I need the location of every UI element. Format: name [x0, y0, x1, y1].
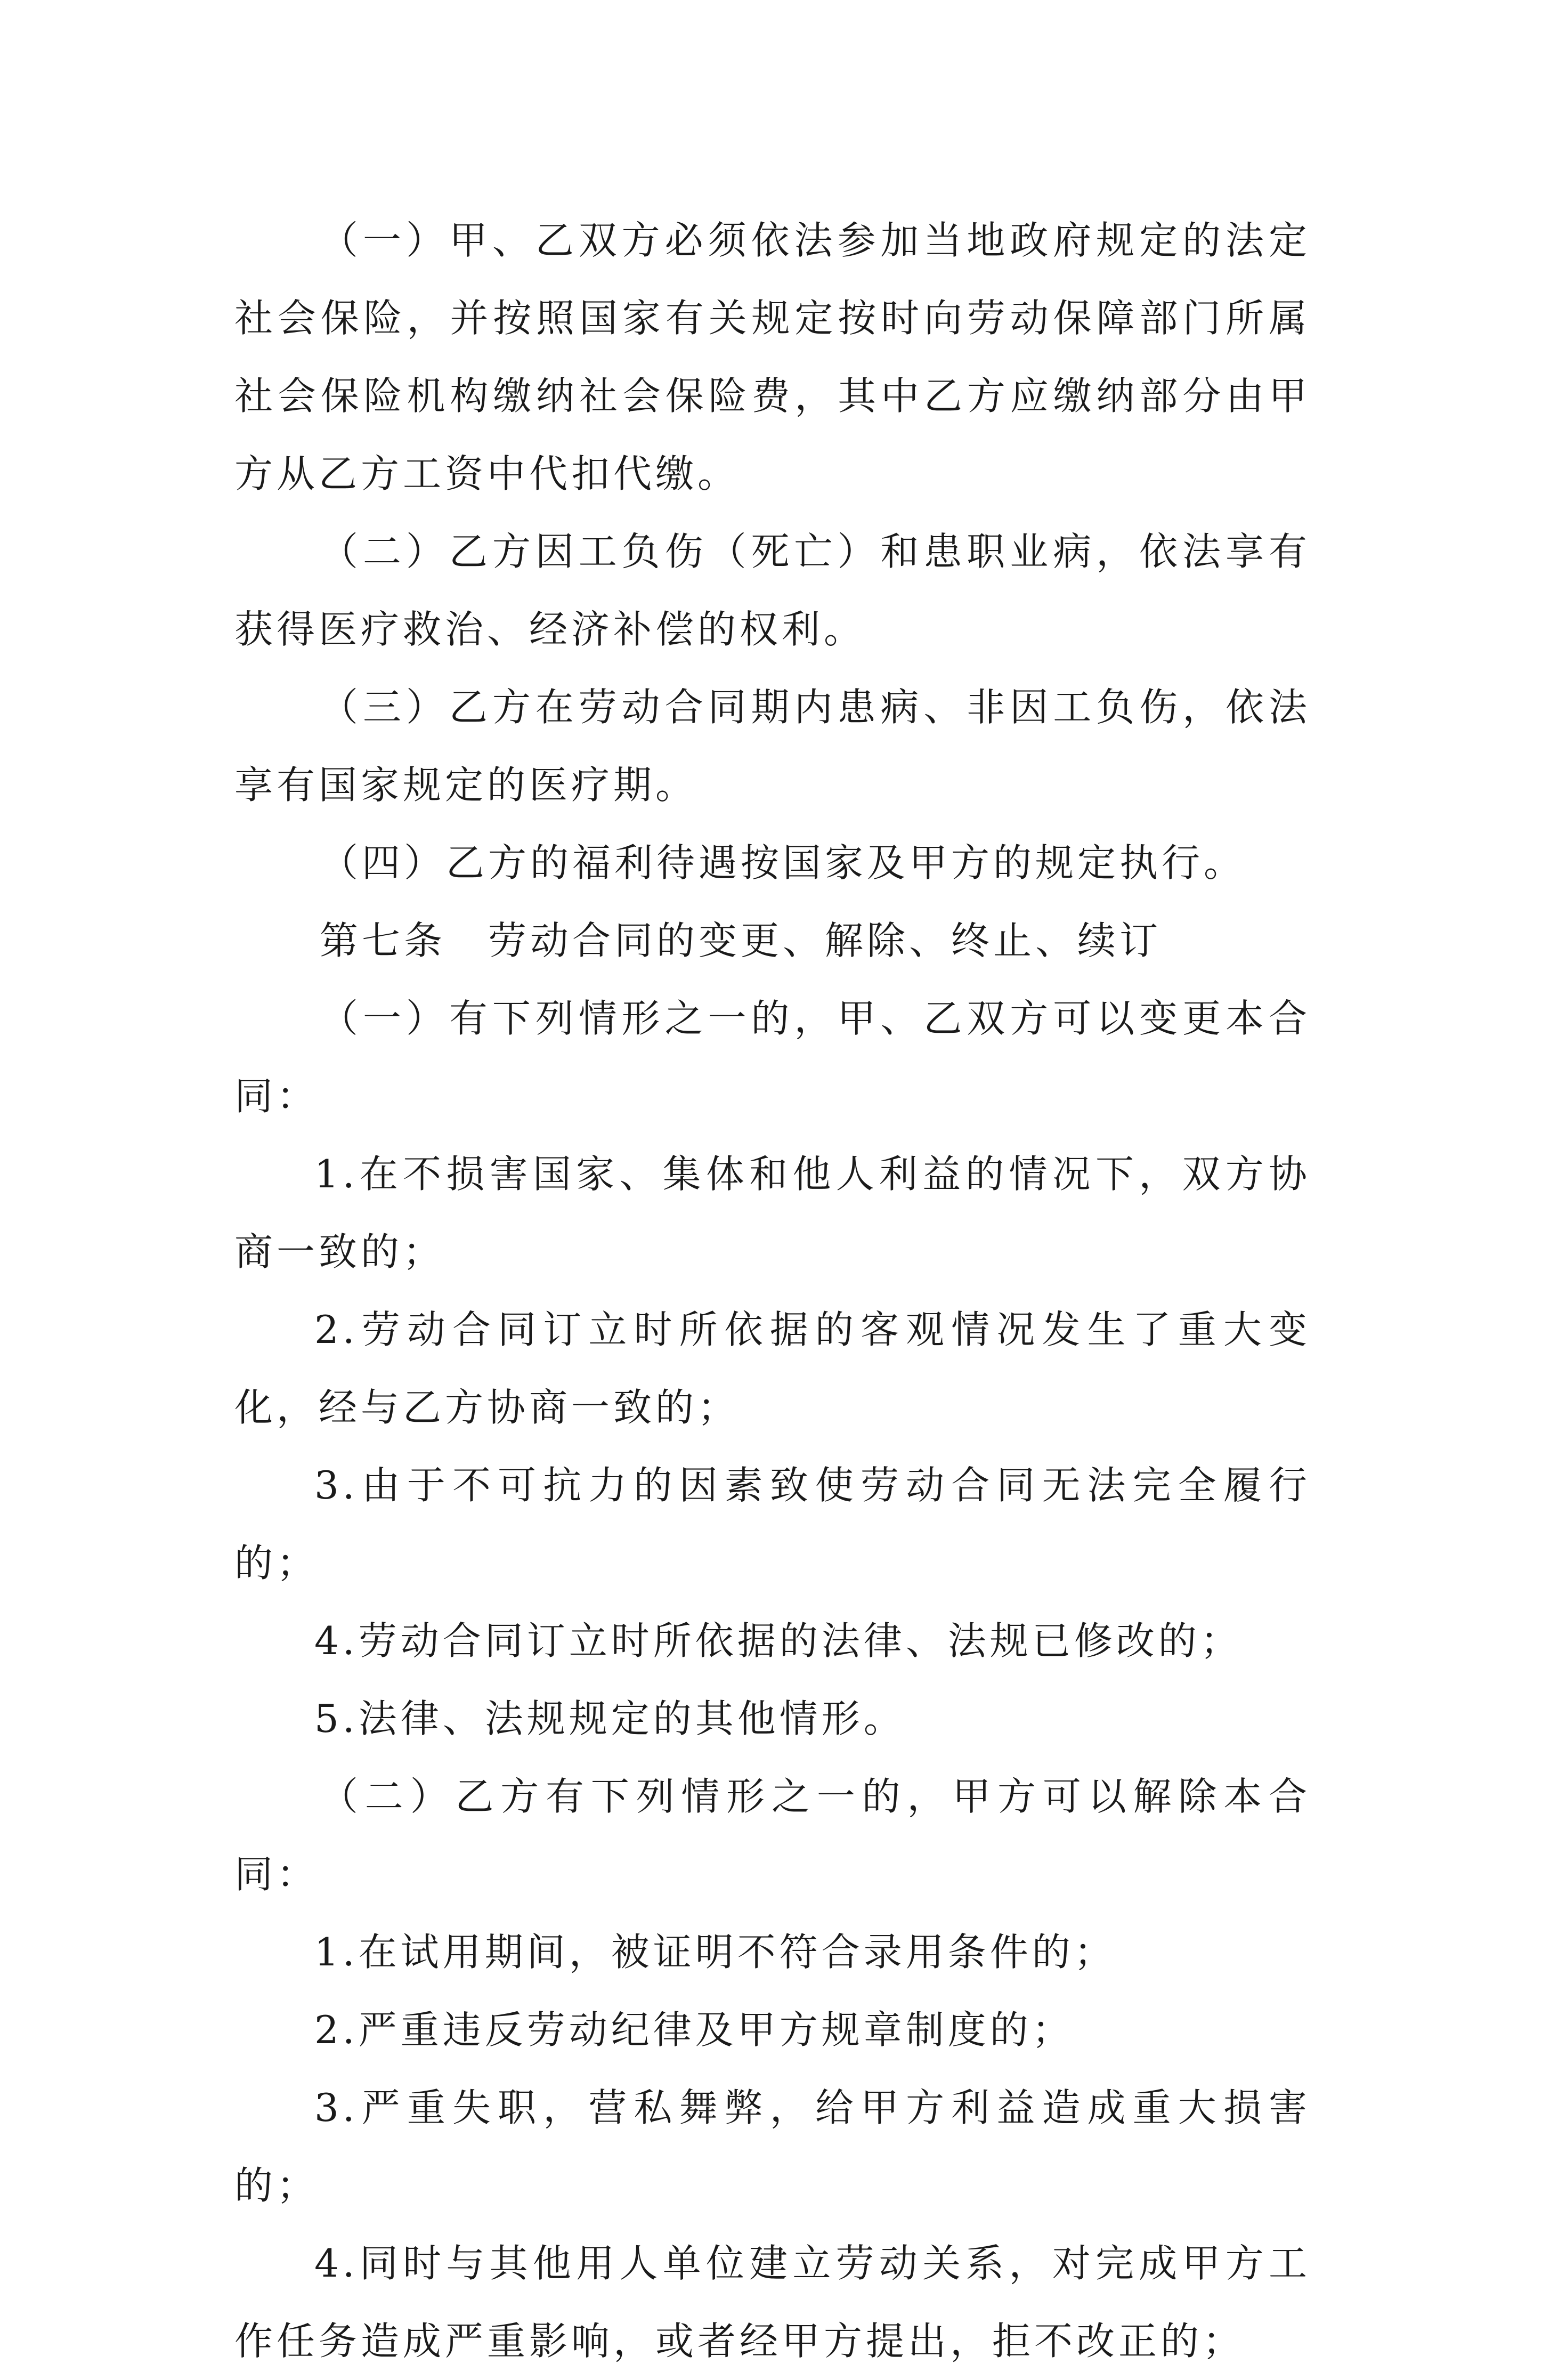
list-item-termination-4: 4.同时与其他用人单位建立劳动关系，对完成甲方工作任务造成严重影响，或者经甲方提出，拒不改正的；: [234, 2241, 1311, 2363]
list-item-termination-2: 2.严重违反劳动纪律及甲方规章制度的；: [314, 2007, 1074, 2052]
paragraph-change-conditions: （一）有下列情形之一的，甲、乙双方可以变更本合同：: [234, 996, 1311, 1119]
list-item-termination-1: 1.在试用期间，被证明不符合录用条件的；: [314, 1930, 1116, 1974]
paragraph-medical-period: （三）乙方在劳动合同期内患病、非因工负伤，依法享有国家规定的医疗期。: [234, 685, 1311, 807]
list-item-change-1: 1.在不损害国家、集体和他人利益的情况下，双方协商一致的；: [234, 1152, 1311, 1274]
list-item-change-2: 2.劳动合同订立时所依据的客观情况发生了重大变化，经与乙方协商一致的；: [234, 1307, 1311, 1430]
list-item-change-5: 5.法律、法规规定的其他情形。: [314, 1696, 906, 1741]
paragraph-social-insurance: （一）甲、乙双方必须依法参加当地政府规定的法定社会保险，并按照国家有关规定按时向劳动保障部门所属社会保险机构缴纳社会保险费，其中乙方应缴纳部分由甲方从乙方工资中代扣代缴。: [234, 218, 1311, 496]
paragraph-work-injury: （二）乙方因工负伤（死亡）和患职业病，依法享有获得医疗救治、经济补偿的权利。: [234, 529, 1311, 652]
list-item-change-3: 3.由于不可抗力的因素致使劳动合同无法完全履行的；: [234, 1463, 1311, 1585]
article-seven-heading: 第七条 劳动合同的变更、解除、终止、续订: [320, 918, 1162, 963]
document-body: [234, 201, 1311, 2380]
list-item-change-4: 4.劳动合同订立时所依据的法律、法规已修改的；: [314, 1618, 1243, 1663]
paragraph-welfare: （四）乙方的福利待遇按国家及甲方的规定执行。: [320, 840, 1246, 885]
list-item-termination-3: 3.严重失职，营私舞弊，给甲方利益造成重大损害的；: [234, 2085, 1311, 2208]
paragraph-termination-conditions: （二）乙方有下列情形之一的，甲方可以解除本合同：: [234, 1774, 1311, 1897]
